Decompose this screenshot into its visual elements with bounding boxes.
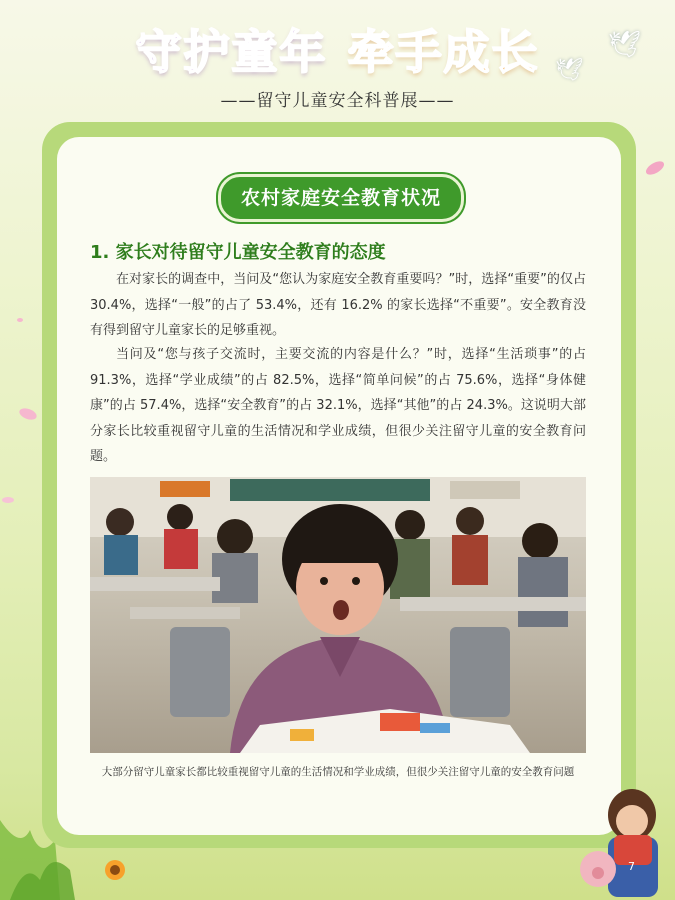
paragraph-1: 在对家长的调查中，当问及“您认为家庭安全教育重要吗？”时，选择“重要”的仅占 30.4%，选择“一般”的占了 53.4%，还有 16.2% 的家长选择“不重要”。安全教育没有得到留守儿童家长的足够重视。: [90, 272, 586, 338]
girl-illustration: [570, 785, 675, 900]
dove-icon: 🕊: [555, 58, 583, 83]
title-part1: 守护童年: [135, 25, 328, 79]
page-title: [0, 16, 675, 82]
paragraph-2: 当问及“您与孩子交流时，主要交流的内容是什么？”时，选择“生活琐事”的占 91.3%，选择“学业成绩”的占 82.5%，选择“简单问候”的占 75.6%，选择“身体健康”的占 57.4%，选择“安全教育”的占 32.1%，选择“其他”的占 24.3%。这说明大部分家长比较重视留守儿童的生活情况和学业成绩，但很少关注留守儿童的安全教育问题。: [90, 347, 586, 464]
classroom-photo: [90, 477, 586, 753]
dove-icon: 🕊: [608, 30, 642, 60]
section-title-badge: 农村家庭安全教育状况: [218, 174, 464, 222]
page-subtitle: ——留守儿童安全科普展——: [220, 91, 455, 111]
title-part2: 牵手成长: [347, 25, 540, 79]
classroom-photo-illustration: [90, 477, 586, 753]
section-heading: 1. 家长对待留守儿童安全教育的态度: [90, 242, 386, 263]
photo-caption: 大部分留守儿童家长都比较重视留守儿童的生活情况和学业成绩，但很少关注留守儿童的安全教育问题: [101, 766, 575, 778]
page-number: 7: [628, 860, 635, 873]
